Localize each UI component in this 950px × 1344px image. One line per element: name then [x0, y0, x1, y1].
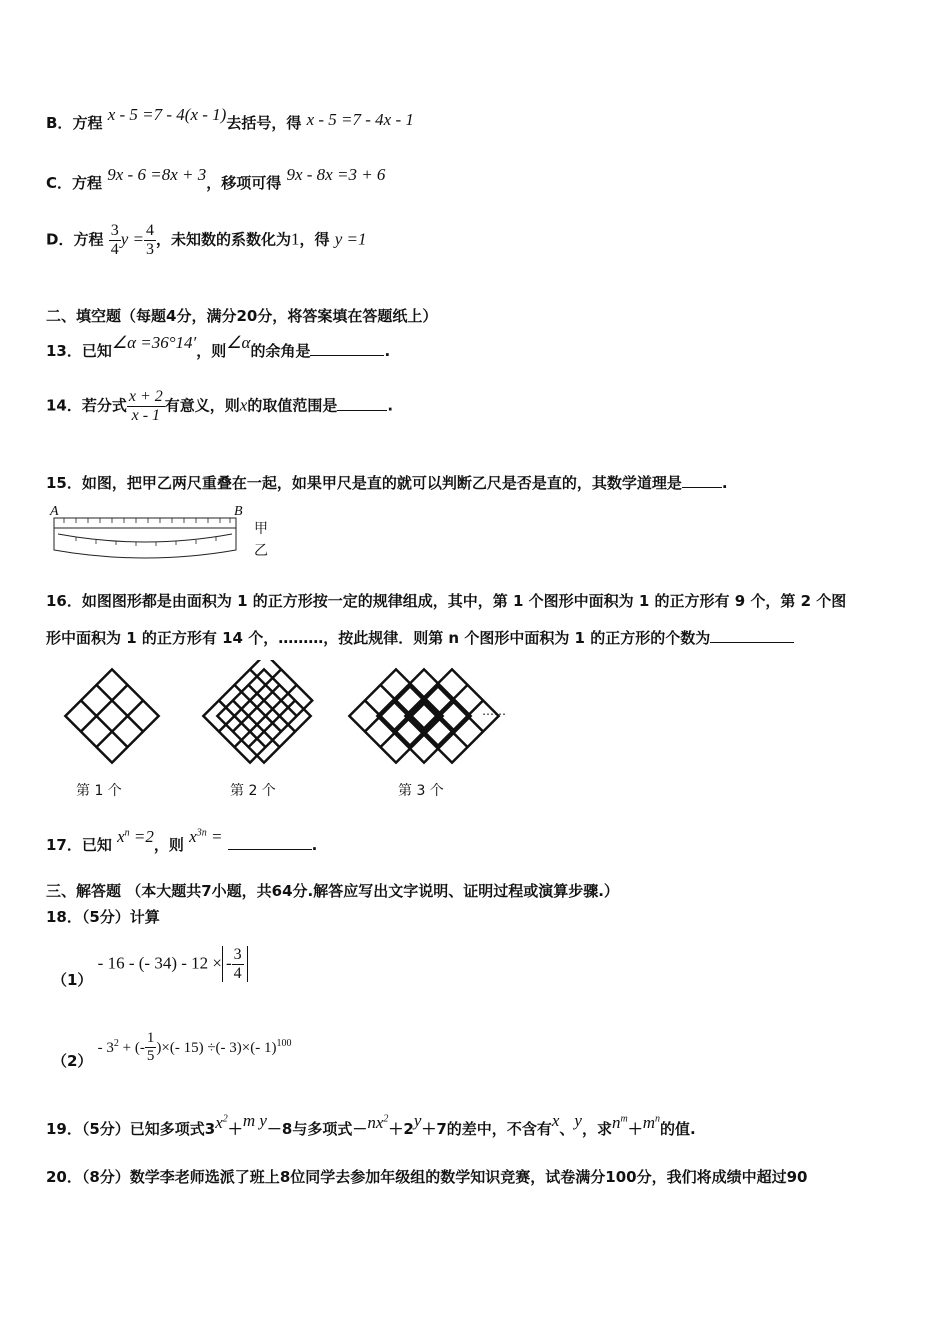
- option-word: 方程: [73, 230, 104, 249]
- number: 1: [291, 229, 300, 249]
- question-text: 14．若分式: [46, 396, 127, 415]
- question-text: 15．如图，把甲乙两尺重叠在一起，如果甲尺是直的就可以判断乙尺是否是直的，其数学道理是: [46, 474, 682, 492]
- answer-blank[interactable]: [710, 628, 794, 643]
- numerator: 3: [110, 222, 119, 239]
- absolute-value: [222, 946, 248, 982]
- ruler-label-yi: 乙: [254, 543, 268, 559]
- sign: -: [225, 953, 232, 973]
- denominator: x - 1: [131, 406, 161, 424]
- figure-caption: 第 3 个: [398, 783, 444, 799]
- question-19: [46, 1111, 696, 1139]
- fraction: [127, 388, 165, 424]
- fraction: [144, 222, 156, 258]
- variable: x: [189, 827, 197, 846]
- ruler-label-jia: 甲: [254, 521, 268, 537]
- numerator: 4: [145, 222, 154, 239]
- section-heading-solve: 三、解答题 （本大题共7小题，共64分.解答应写出文字说明、证明过程或演算步骤.）: [46, 882, 619, 900]
- figure-1: [65, 669, 158, 762]
- question-18-part1: [52, 946, 248, 989]
- term: + (-: [118, 1039, 145, 1056]
- denominator: 4: [233, 964, 242, 982]
- question-text: 形中面积为 1 的正方形有 14 个，………，按此规律．则第 n 个图形中面积为 1 的正方形的个数为: [46, 629, 711, 647]
- question-text: 的取值范围是: [247, 396, 338, 415]
- option-letter: D．: [46, 230, 74, 249]
- option-text: ，移项可得: [206, 174, 282, 192]
- option-letter: C．: [46, 174, 73, 192]
- option-text: ，得: [299, 230, 330, 249]
- option-d: [46, 222, 367, 258]
- figure-caption: 第 2 个: [230, 783, 276, 799]
- variable: x: [551, 1111, 560, 1130]
- operator: ＋: [627, 1120, 643, 1138]
- term: m y: [242, 1111, 267, 1130]
- numerator: 1: [146, 1030, 155, 1046]
- equation: y =: [120, 229, 144, 249]
- equation: - 16 - (- 34) - 12 ×: [97, 953, 222, 973]
- operator: ＋2: [388, 1120, 414, 1138]
- variable: x: [239, 395, 248, 415]
- variable: m: [642, 1113, 655, 1132]
- question-16-line2: [46, 627, 794, 648]
- option-word: 方程: [72, 114, 103, 132]
- equation: ∠α: [226, 333, 251, 352]
- ruler-figure: [46, 506, 286, 564]
- variable: x: [215, 1113, 223, 1132]
- question-17: [46, 827, 318, 855]
- punctuation: .: [387, 396, 394, 415]
- question-text: ，求: [581, 1120, 612, 1138]
- answer-blank[interactable]: [310, 341, 384, 356]
- option-word: 方程: [72, 174, 103, 192]
- question-text: 19．（5分）已知多项式3: [46, 1120, 216, 1138]
- exponent: 3n: [196, 827, 207, 839]
- fraction: [232, 946, 244, 982]
- exponent: n: [124, 827, 130, 839]
- section-heading-fill-in: 二、填空题（每题4分，满分20分，将答案填在答题纸上）: [46, 307, 438, 325]
- equation: =2: [129, 827, 154, 846]
- answer-blank[interactable]: [682, 473, 722, 488]
- question-16-line1: 16．如图图形都是由面积为 1 的正方形按一定的规律组成，其中，第 1 个图形中面积为 1 的正方形有 9 个，第 2 个图: [46, 592, 847, 610]
- question-text: －8与多项式－: [266, 1120, 368, 1138]
- equation: 9x - 6 =8x + 3: [107, 165, 207, 184]
- option-c: [46, 165, 386, 193]
- punctuation: .: [721, 474, 728, 492]
- question-text: 有意义，则: [164, 396, 240, 415]
- numerator: x + 2: [128, 388, 163, 405]
- punctuation: .: [311, 836, 318, 854]
- figure-3: [349, 669, 442, 762]
- equation: x - 5 =7 - 4(x - 1): [107, 105, 227, 124]
- question-18-part2: [52, 1030, 292, 1070]
- option-text: 去括号，得: [226, 114, 302, 132]
- part-label: （1）: [52, 970, 93, 989]
- equation: =: [206, 827, 223, 846]
- point-label-a: A: [50, 504, 59, 519]
- equation: 9x - 8x =3 + 6: [286, 165, 386, 184]
- ruler-diagram: [46, 506, 286, 564]
- exponent: 100: [276, 1037, 292, 1049]
- point-label-b: B: [234, 504, 243, 519]
- term: - 3: [97, 1039, 114, 1056]
- option-text: ，未知数的系数化为: [155, 230, 291, 249]
- exponent: m: [620, 1113, 628, 1125]
- variable: y: [413, 1111, 422, 1130]
- variable: n: [611, 1113, 621, 1132]
- exponent: 2: [222, 1113, 228, 1125]
- question-text: 的余角是: [250, 342, 311, 360]
- figure-caption: 第 1 个: [76, 783, 122, 799]
- variable: x: [117, 827, 125, 846]
- exponent: 2: [383, 1113, 389, 1125]
- denominator: 3: [145, 240, 154, 258]
- separator: 、: [559, 1120, 575, 1138]
- term: )×(- 15) ÷(- 3)×(- 1): [156, 1039, 277, 1056]
- denominator: 4: [110, 240, 119, 258]
- question-text: ，则: [153, 836, 184, 854]
- question-text: ，则: [196, 342, 227, 360]
- variable: y: [574, 1111, 582, 1130]
- question-14: [46, 388, 393, 424]
- option-b: [46, 105, 414, 133]
- question-15: [46, 472, 728, 493]
- question-text: 的值.: [659, 1120, 696, 1138]
- question-18-title: 18．（5分）计算: [46, 908, 160, 926]
- punctuation: .: [384, 342, 391, 360]
- denominator: 5: [146, 1047, 155, 1064]
- equation: x - 5 =7 - 4x - 1: [306, 110, 414, 129]
- answer-blank[interactable]: [337, 396, 387, 411]
- option-letter: B．: [46, 114, 73, 132]
- equation: ∠α =36°14′: [111, 333, 197, 352]
- operator: ＋: [227, 1120, 243, 1138]
- term: nx: [367, 1113, 384, 1132]
- continuation-dots: ……: [482, 704, 506, 718]
- numerator: 3: [233, 946, 242, 963]
- exponent: 2: [113, 1037, 119, 1049]
- question-13: [46, 333, 391, 361]
- question-20: 20．（8分）数学李老师选派了班上8位同学去参加年级组的数学知识竞赛，试卷满分100分，我们将成绩中超过90: [46, 1168, 808, 1186]
- question-text: ＋7的差中，不含有: [421, 1120, 552, 1138]
- answer-blank[interactable]: [228, 835, 312, 850]
- question-text: 17．已知: [46, 836, 112, 854]
- equation: y =1: [334, 229, 367, 249]
- fraction: [145, 1030, 157, 1064]
- question-text: 13．已知: [46, 342, 112, 360]
- exponent: n: [654, 1113, 660, 1125]
- part-label: （2）: [52, 1051, 93, 1070]
- fraction: [109, 222, 121, 258]
